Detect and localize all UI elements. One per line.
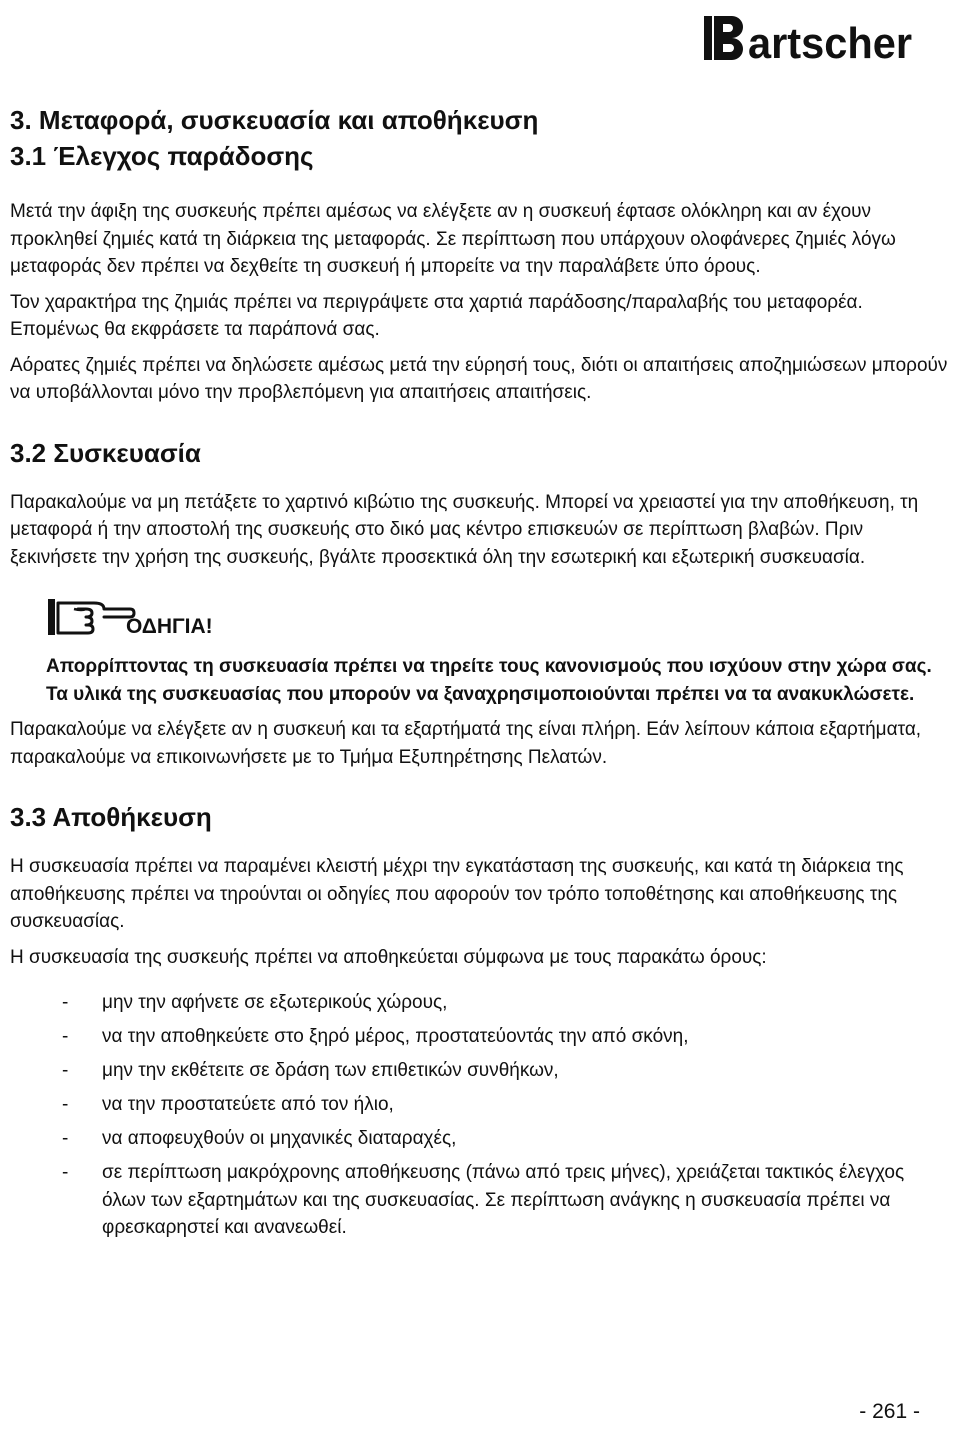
note-header — [10, 593, 950, 649]
section-3-2-title: 3.2 Συσκευασία — [10, 437, 201, 468]
paragraph-delivery-check: Μετά την άφιξη της συσκευής πρέπει αμέσως να ελέγξετε αν η συσκευή έφτασε ολόκληρη και αν έχουν προκληθεί ζημιές κατά τη διάρκεια της μεταφοράς. Σε περίπτωση που υπάρχουν ολοφάνερες ζημιές λόγω μεταφοράς δεν πρέπει να δεχθείτε τη συσκευή ή μπορείτε να την παραλάβετε ύπο όρους. — [10, 201, 896, 277]
list-item: - μην την εκθέτειτε σε δράση των επιθετικών συνθήκων, — [62, 1060, 559, 1081]
list-item: - να αποφευχθούν οι μηχανικές διαταραχές, — [62, 1128, 457, 1149]
storage-conditions-list — [10, 989, 950, 1242]
document-body — [10, 102, 950, 1248]
paragraph-damage-description: Τον χαρακτήρα της ζημιάς πρέπει να περιγράψετε στα χαρτιά παράδοσης/παραλαβής του μεταφορέα. Επομένως θα εκφράσετε τα παράπονά σας. — [10, 291, 863, 340]
section-3-3-title: 3.3 Αποθήκευση — [10, 802, 212, 832]
paragraph-storage: Η συσκευασία πρέπει να παραμένει κλειστή μέχρι την εγκατάσταση της συσκευής, και κατά τη διάρκεια της αποθήκευσης πρέπει να τηρούνται οι οδηγίες που αφορούν τον τρόπο τοποθέτησης και αποθήκευσης της συσκευασίας. — [10, 856, 904, 932]
note-text: Απορρίπτοντας τη συσκευασία πρέπει να τηρείτε τους κανονισμούς που ισχύουν στην χώρα σας. Τα υλικά της συσκευασίας που μπορούν να ξαναχρησιμοποιούνται πρέπει να τα ανακυκλώσετε. — [46, 656, 932, 705]
list-item: - να την προστατεύετε από τον ήλιο, — [62, 1094, 394, 1115]
note-label: ΟΔΗΓΙΑ! — [126, 615, 213, 638]
page-number: - 261 - — [859, 1400, 920, 1423]
paragraph-hidden-damage: Αόρατες ζημιές πρέπει να δηλώσετε αμέσως μετά την εύρησή τους, διότι οι απαιτήσεις αποζημιώσεων μπορούν να υποβάλλονται μόνο την προβλεπόμενη για απαιτήσεις απαιτήσεις. — [10, 354, 948, 403]
pointing-hand-icon — [46, 593, 136, 641]
svg-text:artscher: artscher — [748, 19, 912, 66]
paragraph-storage-conditions: Η συσκευασία της συσκευής πρέπει να αποθηκεύεται σύμφωνα με τους παρακάτω όρους: — [10, 946, 767, 968]
section-3-1-title: 3.1 Έλεγχος παράδοσης — [10, 141, 314, 171]
list-item: - σε περίπτωση μακρόχρονης αποθήκευσης (πάνω από τρεις μήνες), χρειάζεται τακτικός έλεγχος όλων των εξαρτημάτων και της συσκευασίας. Σε περίπτωση ανάγκης η συσκευασία πρέπει να φρεσκαρηστεί και ανανεωθεί. — [62, 1162, 905, 1238]
bartscher-logo — [704, 10, 914, 66]
list-item: - μην την αφήνετε σε εξωτερικούς χώρους, — [62, 992, 448, 1013]
list-item: - να την αποθηκεύετε στο ξηρό μέρος, προστατεύοντάς την από σκόνη, — [62, 1026, 689, 1047]
paragraph-completeness: Παρακαλούμε να ελέγξετε αν η συσκευή και τα εξαρτήματά της είναι πλήρη. Εάν λείπουν κάποια εξαρτήματα, παρακαλούμε να επικοινωνήσετε με το Τμήμα Εξυπηρέτησης Πελατών. — [10, 719, 922, 768]
section-3-title: 3. Μεταφορά, συσκευασία και αποθήκευση — [10, 105, 539, 135]
paragraph-packaging: Παρακαλούμε να μη πετάξετε το χαρτινό κιβώτιο της συσκευής. Μπορεί να χρειαστεί για την αποθήκευση, τη μεταφορά ή την αποστολή της συσκευής στο δικό μας κέντρο επισκευών σε περίπτωση βλαβών. Πριν ξεκινήσετε την χρήση της συσκευής, βγάλτε προσεκτικά όλη την εσωτερική και εξωτερική συσκευασία. — [10, 491, 919, 568]
